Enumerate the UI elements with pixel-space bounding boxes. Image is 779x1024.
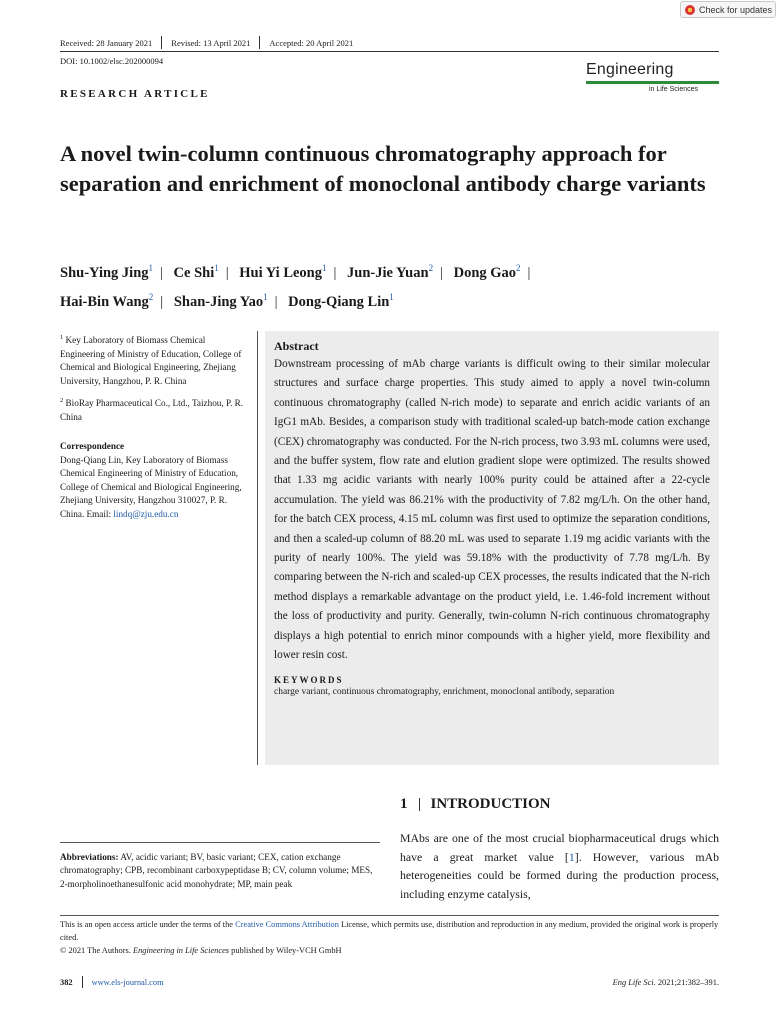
divider xyxy=(419,798,420,811)
section-number: 1 xyxy=(400,796,408,812)
check-for-updates-label: Check for updates xyxy=(699,4,773,15)
license-link[interactable]: Creative Commons Attribution xyxy=(235,920,339,929)
affiliations-column xyxy=(60,331,245,527)
section-heading xyxy=(400,796,551,813)
author-list: Shu-Ying Jing$^1$ | Ce Shi$^1$ | Hui Yi Leong$^1$ | Jun-Jie Yuan$^2$ | Dong Gao$^2$ | Hai-Bin Wang$^2$ | Shan-Jing Yao$^1$ | Dong-Qiang Lin$^1$ xyxy=(60,263,531,310)
copyright-text: © 2021 The Authors. Engineering in Life Sciences published by Wiley-VCH GmbH xyxy=(60,945,342,955)
license-footer xyxy=(60,919,719,957)
keywords-heading: KEYWORDS xyxy=(274,674,344,685)
affiliation: $^1$ Key Laboratory of Biomass Chemical Engineering of Ministry of Education, College of Chemical and Biological Engineering, Zhejiang University, Hangzhou, P. R. China xyxy=(60,334,242,386)
correspondence-text: Dong-Qiang Lin, Key Laboratory of Biomass Chemical Engineering of Ministry of Education, College of Chemical and Biological Engineering, Zhejiang University, Hangzhou 310027, P. R. China. Email: lindq@zju.edu.cn xyxy=(60,454,242,519)
author[interactable]: Hai-Bin Wang$^2$ xyxy=(60,291,154,310)
accepted-date: Accepted: 20 April 2021 xyxy=(269,37,354,48)
intro-paragraph: MAbs are one of the most crucial biopharmaceutical drugs which have a great market value [1]. However, various mAb heterogeneities could be formed during the production process, including enzyme catalysis, xyxy=(400,831,720,901)
abbreviations-label: Abbreviations: xyxy=(60,852,119,862)
abstract-heading: Abstract xyxy=(274,339,319,353)
abstract-box xyxy=(265,331,719,765)
paper-title: A novel twin-column continuous chromatography approach for separation and enrichment of monoclonal antibody charge variants xyxy=(60,141,706,196)
divider xyxy=(161,36,162,49)
abbreviations: Abbreviations: AV, acidic variant; BV, basic variant; CEX, cation exchange chromatography; CPB, recombinant carboxypeptidase B; CV, column volume; MES, 2-morpholinoethanesulfonic acid monohydrate; MP, main peak xyxy=(60,852,373,889)
divider xyxy=(82,976,83,988)
author[interactable]: Ce Shi$^1$ xyxy=(173,263,219,281)
page-number: 382 xyxy=(60,977,73,987)
received-date: Received: 28 January 2021 xyxy=(60,37,153,48)
article-dates xyxy=(60,36,353,49)
journal-url-link[interactable]: www.els-journal.com xyxy=(91,977,164,987)
email-link[interactable]: lindq@zju.edu.cn xyxy=(113,508,179,519)
page-info xyxy=(60,976,719,988)
correspondence-heading: Correspondence xyxy=(60,441,125,452)
license-text: This is an open access article under the terms of the Creative Commons Attribution License, which permits use, distribution and reproduction in any medium, provided the original work is properly cited. xyxy=(60,920,719,942)
citation-info: Eng Life Sci. 2021;21:382–391. xyxy=(612,977,719,987)
footer-rule xyxy=(60,915,719,916)
author[interactable]: Hui Yi Leong$^1$ xyxy=(239,263,327,281)
abbreviations-rule xyxy=(60,842,380,843)
affiliation: $^2$ BioRay Pharmaceutical Co., Ltd., Taizhou, P. R. China xyxy=(60,397,244,422)
column-divider xyxy=(257,331,258,765)
update-icon xyxy=(685,5,695,15)
doi: DOI: 10.1002/elsc.202000094 xyxy=(60,56,164,66)
journal-accent-bar xyxy=(586,81,719,84)
keywords-text: charge variant, continuous chromatography, enrichment, monoclonal antibody, separation xyxy=(274,686,615,697)
author[interactable]: Jun-Jie Yuan$^2$ xyxy=(347,263,434,281)
author[interactable]: Dong Gao$^2$ xyxy=(453,263,521,281)
author[interactable]: Shu-Ying Jing$^1$ xyxy=(60,263,154,281)
section-title: INTRODUCTION xyxy=(430,796,551,812)
check-for-updates-button[interactable] xyxy=(680,1,776,18)
divider xyxy=(259,36,260,49)
journal-subtitle: in Life Sciences xyxy=(648,86,698,93)
abstract-text: Downstream processing of mAb charge variants is difficult owing to their similar molecular structures and surface charge properties. This study aimed to apply a novel twin-column continuous chromatography (called N-rich mode) to separate and enrich acidic variants of an IgG1 mAb. Besides, a comparison study with traditional scaled-up batch-mode cation exchange (CEX) chromatography was conducted. For the N-rich process, two 3.93 mL columns were used, and the buffer system, flow rate and elution gradient slope were optimized. The results showed that 1.33 mg acidic variants with nearly 100% purity could be attained after a 22-cycle accumulation. The yield was 86.21% with the productivity of 7.82 mg/L/h. On the other hand, for the batch CEX process, 4.15 mL column was first used to optimize the separation conditions, and then a scaled-up column of 88.20 mL was used to separate 1.19 mg acidic variants with the purity of nearly 100%. The yield was 59.18% with the productivity of 7.78 mg/L/h. By comparing between the N-rich and scaled-up CEX processes, the results indicated that the N-rich method displays a remarkable advantage on the product yield, i.e. 1.46-fold increment without the loss of productivity and purity. Generally, twin-column N-rich continuous chromatography displays a high potential to enrich minor compounds with a higher yield, more flexibility and lower resin cost. xyxy=(274,358,710,662)
revised-date: Revised: 13 April 2021 xyxy=(171,37,251,48)
journal-logo xyxy=(586,61,719,97)
author[interactable]: Dong-Qiang Lin$^1$ xyxy=(288,291,394,310)
header-rule xyxy=(60,51,719,52)
journal-name: Engineering xyxy=(586,61,674,78)
article-type: RESEARCH ARTICLE xyxy=(60,88,210,100)
author[interactable]: Shan-Jing Yao$^1$ xyxy=(173,291,268,310)
citation-link[interactable]: 1 xyxy=(568,849,575,864)
